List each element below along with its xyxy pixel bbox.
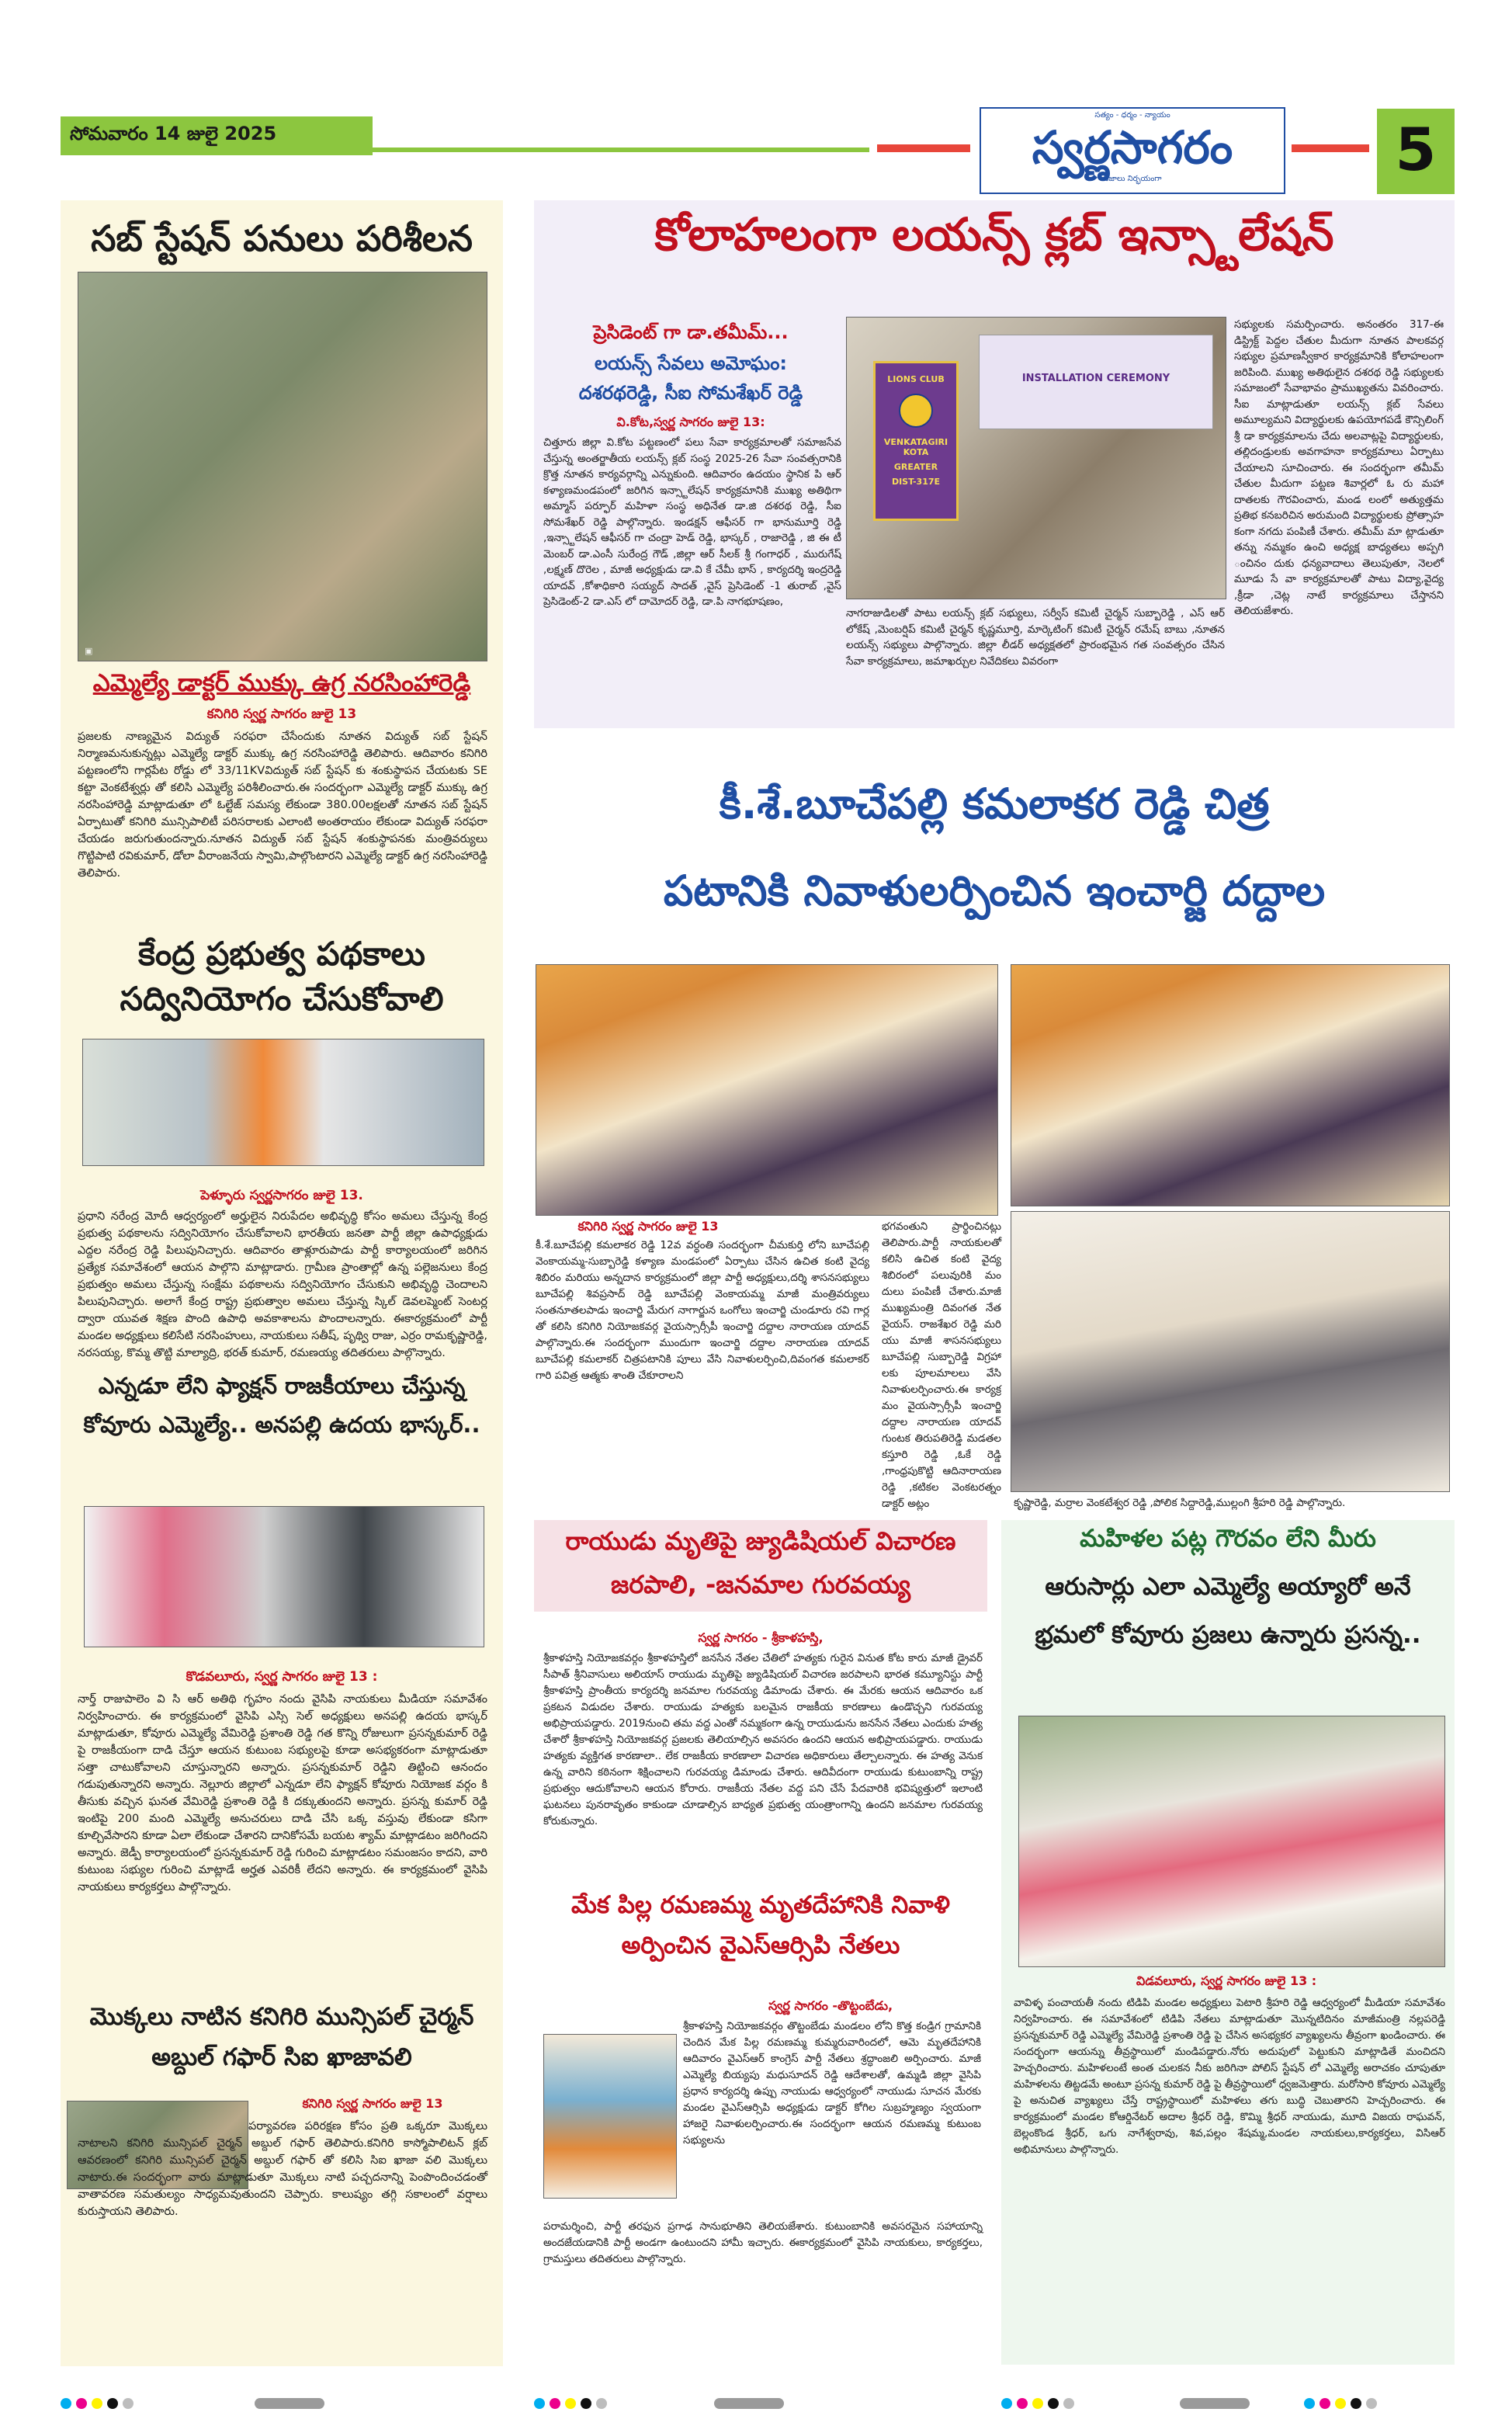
lions-byline: వి.కోట,స్వర్ణ సాగరం జులై 13: (616, 415, 765, 429)
mekapilla-body-bottom: పరామర్శించి, పార్టీ తరఫున ప్రగాఢ సానుభూతిని తెలియజేశారు. కుటుంబానికి అవసరమైన సహాయాన్ని అందజేయడానికి పార్టీ అండగా ఉంటుందని హామీ ఇచ్చారు. ఈకార్యక్రమంలో వైసిపి నాయకులు, కార్యకర్తలు, గ్రామస్తులు తదితరులు పాల్గొన్నారు. (543, 2220, 983, 2265)
article3-photo (84, 1506, 484, 1647)
kamalakar-photo-1 (536, 964, 998, 1216)
lions-body-a: చిత్తూరు జిల్లా వి.కోట పట్టణంలో పలు సేవా కార్యక్రమాలతో సమాజసేవ చేస్తున్న అంతర్జాతీయ లయన్స్ క్లబ్ సంస్థ 2025-26 సేవా సంవత్సరానికి క్రొత్త నూతన కార్యవర్గాన్ని ఎన్నుకుంది. ఆదివారం ఉదయం స్థానిక పి ఆర్ కళ్యాణమండపంలో జరిగిన ఇన్స్టాలేషన్ కార్యక్రమానికి ముఖ్య అతిథిగా అమ్మాస్ పర్ఫూర్ మహిళా సంస్థ అధినేత డా.జి దశరథ రెడ్డి, సీఐ సోమశేఖర్ రెడ్డి పాల్గొన్నారు. ఇండక్షన్ ఆఫీసర్ గా భానుమూర్తి రెడ్డి ,ఇన్స్టాలేషన్ ఆఫీసర్ గా చంద్రా హెడ్ రెడ్డి, భాస్కర్ , రాజారెడ్డి , జి ఈ టీ మెంబర్ డా.ఎంసీ సురేంద్ర గౌడ్ ,జిల్లా ఆర్ సీలక్ శ్రీ గంగాధర్ , మురుగేష్ ,లక్ష్మణ్ దొరెల , మాజీ అధ్యక్షుడు డా.వి కే చేమీ భాస్ , కార్యదర్శి ఇంద్రరెడ్డి యాదవ్ ,కోశాధికారి సయ్యద్ సాదత్ ,వైస్ ప్రెసిడెంట్ -1 తురాబ్ ,వైస్ ప్రెసిడెంట్-2 డా.ఎస్ లో దామోదర్ రెడ్డి, డా.పి నాగభూషణం, (543, 436, 841, 608)
kamalakar-photo-2 (1011, 964, 1450, 1206)
mahilala-photo (1018, 1716, 1445, 1967)
masthead (980, 107, 1285, 194)
footer-pill-2 (714, 2397, 784, 2412)
rayudu-headline-line2: జరపాలి, -జనమాల గురవయ్య (610, 1570, 911, 1599)
article2-body: ప్రధాని నరేంద్ర మోదీ ఆధ్వర్యంలో అర్హులైన నిరుపేదల అభివృద్ధి కోసం అమలు చేస్తున్న కేంద్ర ప్రభుత్వ పథకాలను సద్వినియోగం చేసుకోవాలని భారతీయ జనతా పార్టీ జిల్లా ఉపాధ్యక్షుడు ఎద్దల నరేంద్ర రెడ్డి పిలుపునిచ్చారు. ఆదివారం తాళ్లూరుపాడు పార్టీ కార్యాలయంలో జరిగిన ప్రత్యేక సమావేశంలో ఆయన పాల్గొని మాట్లాడారు. గ్రామీణ ప్రాంతాల్లో ఉన్న పల్లెజనులు కేంద్ర ప్రభుత్వం అమలు చేస్తున్న సంక్షేమ పథకాలను సద్వినియోగం చేసుకుని అభివృద్ధి చెందాలని పిలుపునిచ్చారు. అలాగే కేంద్ర రాష్ట్ర ప్రభుత్వాల అమలు చేస్తున్న స్కిల్ డెవలప్మెంట్ సెంటర్ల ద్వారా యువత శిక్షణ పొంది ఉపాధి అవకాశాలను పొందాలన్నారు. ఈకార్యక్రమంలో పార్టీ మండల అధ్యక్షులు కలిసేటి నరసింహులు, నాయకులు సతీష్, పృథ్వి రాజు, ఎర్రం రామకృష్ణారెడ్డి, నరసయ్య, కొమ్మ తొట్టి మాల్యాద్రి, భరత్ కుమార్, రమణయ్య తదితరులు పాల్గొన్నారు. (78, 1210, 487, 1359)
article3-title-line2: కోవూరు ఎమ్మెల్యే.. అనపల్లి ఉదయ భాస్కర్.. (83, 1411, 480, 1438)
mahilala-headline-line2: ఆరుసార్లు ఎలా ఎమ్మెల్యే అయ్యారో అనే (1045, 1573, 1411, 1601)
footer-dots-left (61, 2397, 138, 2412)
kamalakar-col3: కృష్ణారెడ్డి, మర్రాల వెంకటేశ్వర రెడ్డి ,పోలిక సిద్దారెడ్డి,ముల్లంగి శ్రీహరి రెడ్డి పాల్గొన్నారు. (1014, 1497, 1346, 1509)
article1-body: ప్రజలకు నాణ్యమైన విద్యుత్ సరఫరా చేసేందుకు నూతన విద్యుత్ సబ్ స్టేషన్ నిర్మాణమనుకున్నట్లు ఎమ్మెల్యే డాక్టర్ ముక్కు ఉగ్ర నరసింహారెడ్డి తెలిపారు. ఆదివారం కనిగిరి పట్టణంలోని గార్లపేట రోడ్డు లో 33/11KVవిద్యుత్ సబ్ స్టేషన్ కు శంకుస్థాపన చేయటకు SE కట్టా వెంకటేశ్వర్లు తో కలిసి ఎమ్మెల్యే పరిశీలించారు.ఈ సందర్భంగా ఎమ్మెల్యే డాక్టర్ ముక్కు ఉగ్ర నరసింహారెడ్డి మాట్లాడుతూ లో ఓల్టేజ్ సమస్య లేకుండా 380.00లక్షలతో నూతన సబ్ స్టేషన్ ఏర్పాటుతో కనిగిరి మున్సిపాలిటీ పరిసరాలకు ఎలాంటి అంతరాయం లేకుండా విద్యుత్ సరఫరా చేయడం జరుగుతుందన్నారు.నూతన విద్యుత్ సబ్ స్టేషన్ శంకుస్థాపనకు మంత్రివర్యులు గొట్టిపాటి రవికుమార్, డోలా వీరాంజనేయ స్వామి,పాల్గొంటారని ఎమ్మెల్యే డాక్టర్ ఉగ్ర నరసింహారెడ్డి తెలిపారు. (78, 731, 487, 880)
masthead-tagline: సత్యం - ధర్మం - న్యాయం (1094, 111, 1170, 120)
lions-sub1: ప్రెసిడెంట్ గా డా.తమీమ్... (593, 321, 789, 343)
lions-emblem-icon (899, 394, 933, 428)
lions-sub3: దశరథరెడ్డి, సీఐ సోమశేఖర్ రెడ్డి (578, 382, 803, 404)
mahilala-headline-line1: మహిళల పట్ల గౌరవం లేని మీరు (1080, 1525, 1376, 1553)
mekapilla-byline: స్వర్ణ సాగరం -తొట్టంబేడు, (768, 1998, 893, 2013)
kamalakar-byline: కనిగిరి స్వర్ణ సాగరం జులై 13 (577, 1219, 719, 1234)
header-rule-green (373, 148, 869, 152)
mahilala-byline: విడవలూరు, స్వర్ణ సాగరం జులై 13 : (1136, 1973, 1317, 1988)
kamalakar-headline-line2: పటానికి నివాళులర్పించిన ఇంచార్జి దద్దాల (663, 866, 1326, 915)
installation-text: INSTALLATION CEREMONY (1021, 373, 1170, 384)
masthead-title: స్వర్ణసాగరం (1032, 121, 1233, 174)
footer-dots-mid (534, 2397, 612, 2412)
article3-body: నార్త్ రాజుపాలెం వి సి ఆర్ అతిథి గృహం నందు వైసిపి నాయకులు మీడియా సమావేశం నిర్వహించారు. ఈ కార్యక్రమంలో వైసిపి ఎస్సి సెల్ అధ్యక్షులు అనపల్లి ఉదయ భాస్కర్ మాట్లాడుతూ, కోవూరు ఎమ్మెల్యే వేమిరెడ్డి ప్రశాంతి రెడ్డి గత కొన్ని రోజులుగా ప్రసన్నకుమార్ రెడ్డి పై రాజకీయంగా దాడి చేస్తూ ఆయన కుటుంబ సభ్యులపై కూడా అసభ్యకరంగా మాట్లాడుతూ సత్తా చాటుకోవాలని చూస్తున్నారని అన్నారు. ప్రసన్నకుమార్ రెడ్డిని తిట్టించి ఆనందం గడుపుతున్నారని అన్నారు. నెల్లూరు జిల్లాలో ఎన్నడూ లేని ఫ్యాక్షన్ కోవూరు నియోజక వర్గం కి తీసుకు వచ్చిన ఘనత వేమిరెడ్డి ప్రశాంతి రెడ్డి కి దక్కుతుందని అన్నారు. ప్రసన్న కుమార్ రెడ్డి ఇంటిపై 200 మంది ఎమ్మెల్యే అనుచరులు దాడి చేసి ఒక్క వస్తువు లేకుండా కసిగా కూల్చివేసారని కూడా ఏలా లేకుండా చేశారని దానికోసమే బయట శ్యామ్ మాట్లాడటం జరిగిందని అన్నారు. జెడ్పీ కార్యాలయంలో ప్రసన్నకుమార్ రెడ్డి గురించి మాట్లాడటం సమంజసం కాదని, వారి కుటుంబ సభ్యుల గురించి మాట్లాడే అర్హత ఎవరికీ లేదని అన్నారు. ఈ కార్యక్రమంలో వైసిపి నాయకులు కార్యకర్తలు పాల్గొన్నారు. (78, 1693, 487, 1893)
article1-byline: కనిగిరి స్వర్ణ సాగరం జులై 13 (206, 706, 357, 722)
footer-dots-far-right (1304, 2397, 1382, 2412)
article1-photo (78, 272, 487, 661)
kamalakar-headline-line1: కీ.శే.బూచేపల్లి కమలాకర రెడ్డి చిత్ర (719, 779, 1270, 828)
mahilala-headline-line3: భ్రమలో కోవూరు ప్రజలు ఉన్నారు ప్రసన్న.. (1035, 1621, 1421, 1649)
lions-banner-greater: GREATER (893, 462, 938, 472)
rayudu-headline-line1: రాయుడు మృతిపై జ్యుడిషియల్ విచారణ (565, 1526, 956, 1556)
mekapilla-photo (543, 2034, 677, 2199)
article3-byline: కొడవలూరు, స్వర్ణ సాగరం జులై 13 : (186, 1669, 378, 1685)
mekapilla-body-top: శ్రీకాళహస్తి నియోజకవర్గం తొట్టంబేడు మండలం లోని కొత్త కండ్రిగ గ్రామానికి చెందిన మేక పిల్ల రమణమ్మ కుమ్మరువారిందలో, ఆమె మృతదేహానికి ఆదివారం వైఎస్ఆర్ కాంగ్రెస్ పార్టీ నేతలు శ్రద్ధాంజలి అర్పించారు. మాజీ ఎమ్మెల్యే బియ్యపు మధుసూదన్ రెడ్డి ఆదేశాలతో, ఉమ్మడి జిల్లా వైసిపి ప్రధాన కార్యదర్శి ఉప్పు నాయుడు ఆధ్వర్యంలో నాయుడు సూచన మేరకు మండల వైఎస్ఆర్సిపి అధ్యక్షుడు డాక్టర్ కోగిల సుబ్రహ్మణ్యం స్వయంగా హాజరై నివాళులర్పించారు.ఈ సందర్భంగా ఆయన రమణమ్మ కుటుంబ సభ్యులను (683, 2020, 981, 2147)
article1-title: సబ్ స్టేషన్ పనులు పరిశీలన (91, 217, 473, 259)
kamalakar-photo-3 (1011, 1211, 1450, 1492)
masthead-subline: నిజాలు నిర్భయంగా (1103, 175, 1162, 183)
lions-body-b: నాగరాజుడిలతో పాటు లయన్స్ క్లబ్ సభ్యులు, సర్వీస్ కమిటీ చైర్మన్ సుబ్బారెడ్డి , ఎస్ ఆర్ లోకేష్ ,మెంబర్షిప్ కమిటీ చైర్మన్ కృష్ణమూర్తి, మార్కెటింగ్ కమిటీ చైర్మన్ రమేష్ బాబు ,నూతన లయన్స్ సభ్యులు పాల్గొన్నారు. జిల్లా లీడర్ అధ్యక్షతలో ప్రారంభమైన గత సంవత్సరం చేసిన సేవా కార్యక్రమాలు, జమాఖర్చుల నివేదికలు వివరంగా (846, 607, 1225, 668)
footer-pill-1 (255, 2397, 324, 2412)
kamalakar-col2: భగవంతుని ప్రార్థించినట్లు తెలిపారు.పార్టీ నాయకులతో కలిసి ఉచిత కంటి వైద్య శిబిరంలో పలువురికి మం దులు పంపిణీ చేశారు.మాజీ ముఖ్యమంత్రి దివంగత నేత వైయస్. రాజశేఖర రెడ్డి మరి యు మాజీ శాసనసభ్యులు బూచేపల్లి సుబ్బారెడ్డి విగ్రహా లకు పూలమాలలు వేసి నివాళులర్పించారు.ఈ కార్యక్ర మం వైయస్సార్సీపీ ఇంచార్జి దద్దాల నారాయణ యాదవ్ గుంటక తిరుపతిరెడ్డి మడతల కస్తూరి రెడ్డి ,ఓకే రెడ్డి ,గాంధ్రపుకొట్టి ఆదినారాయణ రెడ్డి ,కటికల వెంకటరత్నం డాక్టర్ అట్లం (882, 1220, 1001, 1510)
lions-photo (846, 317, 1226, 599)
footer-dots-right (1001, 2397, 1079, 2412)
lions-sub2: లయన్స్ సేవలు అమోఘం: (595, 352, 787, 374)
page-number: 5 (1395, 115, 1437, 184)
article2-byline: పెళ్ళూరు స్వర్ణసాగరం జులై 13. (200, 1188, 363, 1203)
mahilala-body: వావిళ్ళ పంచాయతీ నందు టిడిపి మండల అధ్యక్షులు పెటారి శ్రీహరి రెడ్డి ఆధ్వర్యంలో మీడియా సమావేశం నిర్వహించారు. ఈ సమావేశంలో టిడిపి నేతలు మాట్లాడుతూ మొన్నటిదినం మాజీమంత్రి నల్లపరెడ్డి ప్రసన్నకుమార్ రెడ్డి ఎమ్మెల్యే వేమిరెడ్డి ప్రశాంతి రెడ్డి పై చేసిన అసభ్యకర వ్యాఖ్యలను తీవ్రంగా ఖండించారు. ఈ సందర్భంగా ఆయన్ను తీవ్రస్థాయిలో మండిపడ్డారు.నోరు అదుపులో పెట్టుకుని మాట్లాడితే మంచిదని హెచ్చరించారు. మహిళలంటే అంత చులకన నీకు జరిగినా పోలిస్ స్టేషన్ లో ఎమ్మెల్యే అరాచకం చూపుతూ మహిళలను తిట్టడమే అంటూ ప్రసన్న కుమార్ రెడ్డి పై తీవ్రస్థాయిలో ధ్వజమెత్తారు. మరోసారి కోవూరు ఎమ్మెల్యే పై అనుచిత వ్యాఖ్యలు చేస్తే రాష్ట్రస్థాయిలో మహిళలు తగు బుద్ధి చెబుతారని హెచ్చరించారు. ఈ కార్యక్రమంలో మండల కోఆర్డినేటర్ అదాల శ్రీధర్ రెడ్డి, కొమ్మి శ్రీధర్ నాయుడు, మూది విజయ రాఘవన్, బెల్లంకొండ శ్రీధర్, ఒగు నాగేశ్వరావు, శివ,పల్లం శేషమ్మ,మండల నాయకులు,కార్యకర్తలు, విసిఆర్ అభిమానులు పాల్గొన్నారు. (1014, 1997, 1445, 2156)
mekapilla-headline-line2: అర్పించిన వైఎస్ఆర్సిపి నేతలు (621, 1931, 900, 1959)
lions-body-c: సభ్యులకు సమర్పించారు. అనంతరం 317-ఈ డిస్ట్రిక్ట్ పెద్దల చేతుల మీదుగా నూతన పాలకవర్గ సభ్యుల ప్రమాణస్వీకార కార్యక్రమానికి కోలాహలంగా జరిపింది. ముఖ్య అతిథులైన దశరథ రెడ్డి సభ్యులకు సమాజంలో సేవాభావం ప్రాముఖ్యతను వివరించారు. సీఐ మాట్లాడుతూ లయన్స్ క్లబ్ సేవలు అమూల్యమని విద్యార్థులకు ఉపయోగపడే కౌన్సిలింగ్ శ్రీ డా కార్యక్రమాలను చేదు అలవాట్లపై విద్యార్థులకు, తల్లిదండ్రులకు అవగాహనా కార్యక్రమాలు ఏర్పాటు చేయాలని సూచించారు. ఈ సందర్భంగా తమీమ్ చేతుల మీదుగా పట్టణ శివార్లలో ఓ రు మహా దాతలకు గౌరవించారు, మండ లంలో అత్యుత్తమ ప్రతిభ కనబరిచిన అరుమంది విద్యార్థులకు ప్రోత్సాహ కంగా నగదు పంపిణీ చేశారు. తమీమ్ మా ట్లాడుతూ తన్ను నమ్మకం ఉంచి అధ్యక్ష బాధ్యతలు అప్పగి ంచినం దుకు ధన్యవాదాలు తెలుపుతూ, నెలలో మూడు సే వా కార్యక్రమాలతో పాటు విద్యా,వైద్య ,క్రీడా ,చెట్ల నాటే కార్యక్రమాలు చేస్తానని తెలియజేశారు. (1234, 318, 1444, 617)
lions-banner-name: VENKATAGIRI KOTA (883, 437, 948, 457)
article4-title-line2: అబ్దుల్ గఫార్ సిఐ ఖాజావలి (151, 2043, 412, 2071)
header-rule-red-left (877, 144, 970, 152)
mekapilla-headline-line1: మేక పిల్ల రమణమ్మ మృతదేహానికి నివాళి (571, 1891, 950, 1919)
article4-title-line1: మొక్కలు నాటిన కనిగిరి మున్సిపల్ చైర్మన్ (89, 2003, 474, 2031)
lions-banner-title: LIONS CLUB (887, 374, 945, 384)
installation-backdrop (979, 335, 1213, 429)
header-rule-red-right (1292, 144, 1369, 152)
photo-icon: ▣ (85, 646, 93, 656)
article4-byline: కనిగిరి స్వర్ణ సాగరం జులై 13 (302, 2096, 443, 2111)
article2-title-line2: సద్వినియోగం చేసుకోవాలి (120, 980, 444, 1018)
kamalakar-col1: కీ.శే.బూచేపల్లి కమలాకర రెడ్డి 12వ వర్ధంతి సందర్భంగా చీమకుర్తి లోని బూచేపల్లి వెంకాయమ్మ-సుబ్బారెడ్డి కళ్యాణ మండపంలో ఏర్పాటు చేసిన ఉచిత కంటి వైద్య శిబిరం మరియు అన్నదాన కార్యక్రమంలో జిల్లా పార్టీ అధ్యక్షులు,దర్శి శాసనసభ్యులు బూచేపల్లి శివప్రసాద్ రెడ్డి బూచేపల్లి వెంకాయమ్మ మాజీ మంత్రివర్యులు సంతనూతలపాడు ఇంచార్జి మేరుగ నాగార్జున ఒంగోలు ఇంచార్జి చుండూరు రవి గార్ల తో కలిసి కనిగిరి నియోజకవర్గ వైయస్సార్సీపీ ఇంచార్జి దద్దాల నారాయణ యాదవ్ పాల్గొన్నారు.ఈ సందర్భంగా ముందుగా ఇంచార్జి దద్దాల నారాయణ యాదవ్ బూచేపల్లి కమలాకర్ చిత్రపటానికి పూలు వేసి నివాళులర్పించి,దివంగత కమలాకర్ గారి పవిత్ర ఆత్మకు శాంతి చేకూరాలని (536, 1239, 869, 1382)
rayudu-body: శ్రీకాళహస్తి నియోజకవర్గం శ్రీకాళహస్తిలో జనసేన నేతల చేతిలో హత్యకు గురైన వినుత కోట కారు మాజీ డ్రైవర్ సీపాత్ శ్రీనివాసులు అలియాస్ రాయుడు మృతిపై జ్యుడిషియల్ విచారణ జరపాలని భారత కమ్యూనిస్టు పార్టీ శ్రీకాళహస్తి ప్రాంతీయ కార్యదర్శి జనమాల గురవయ్య డిమాండు చేశారు. ఈ మేరకు ఆయన ఆదివారం ఒక ప్రకటన విడుదల చేశారు. రాయుడు హత్యకు బలమైన రాజకీయ కారణాలు ఉండొచ్చని గురవయ్య అభిప్రాయపడ్డారు. 2019నుంచి తమ వద్ద ఎంతో నమ్మకంగా ఉన్న రాయుడును జనసేన నేతలు ఎందుకు హత్య చేశారో శ్రీకాళహస్తి నియోజకవర్గ ప్రజలకు తెలియాల్సిన అవసరం ఉందని ఆయన అభిప్రాయపడ్డారు. రాయుడు హత్యకు వ్యక్తిగత కారణాలా.. లేక రాజకీయ కారణాలా విచారణ అధికారులు తేల్చాలన్నారు. ఈ హత్య వెనుక ఉన్న వారిని కఠినంగా శిక్షించాలని గురవయ్య డిమాండు చేశారు. ఆదివీదంగా రాయుడు కుటుంబాన్ని రాష్ట్ర ప్రభుత్వం ఆదుకోవాలని ఆయన కోరారు. రాజకీయ నేతల వద్ద పని చేసే పేదవారికి భవిష్యత్తులో ఇలాంటి ఘటనలు పునరావృతం కాకుండా చూడాల్సిన బాధ్యత ప్రభుత్వ యంత్రాంగాన్ని ఉందని జనమాల గురవయ్య కోరుకున్నారు. (543, 1652, 983, 1827)
date-text: సోమవారం 14 జులై 2025 (70, 123, 277, 144)
footer-pill-3 (1180, 2397, 1250, 2412)
article3-title-line1: ఎన్నడూ లేని ఫ్యాక్షన్ రాజకీయాలు చేస్తున్న (98, 1373, 466, 1399)
lions-banner-district: DIST-317E (891, 477, 941, 487)
article2-title-line1: కేంద్ర ప్రభుత్వ పథకాలు (138, 935, 425, 973)
lions-banner (873, 361, 959, 521)
article2-photo (82, 1039, 484, 1166)
rayudu-byline: స్వర్ణ సాగరం - శ్రీకాళహస్తి, (698, 1630, 824, 1645)
article4-body: పర్యావరణ పరిరక్షణ కోసం ప్రతి ఒక్కరూ మొక్కలు నాటాలని కనిగిరి మున్సిపల్ చైర్మన్ అబ్దుల్ గఫార్ తెలిపారు.కనిగిరి కాస్మోపాలిటన్ క్లబ్ ఆవరణంలో కనిగిరి మున్సిపల్ చైర్మన్ అబ్దుల్ గఫార్ తో కలిసి సిఐ ఖాజా వలి మొక్కలు నాటారు.ఈ సందర్భంగా వారు మాట్లాడుతూ మొక్కలు నాటి పచ్చదనాన్ని పెంపొందించడంతో వాతావరణ సమతుల్యం సాధ్యమవుతుందని చెప్పారు. కాలుష్యం తగ్గి సకాలంలో వర్షాలు కురుస్తాయని తెలిపారు. (78, 2120, 487, 2218)
lions-headline: కోలాహలంగా లయన్స్ క్లబ్ ఇన్స్టాలేషన్ (654, 208, 1334, 261)
article1-caption: ఎమ్మెల్యే డాక్టర్ ముక్కు ఉగ్ర నరసింహారెడ్డి (92, 669, 471, 697)
